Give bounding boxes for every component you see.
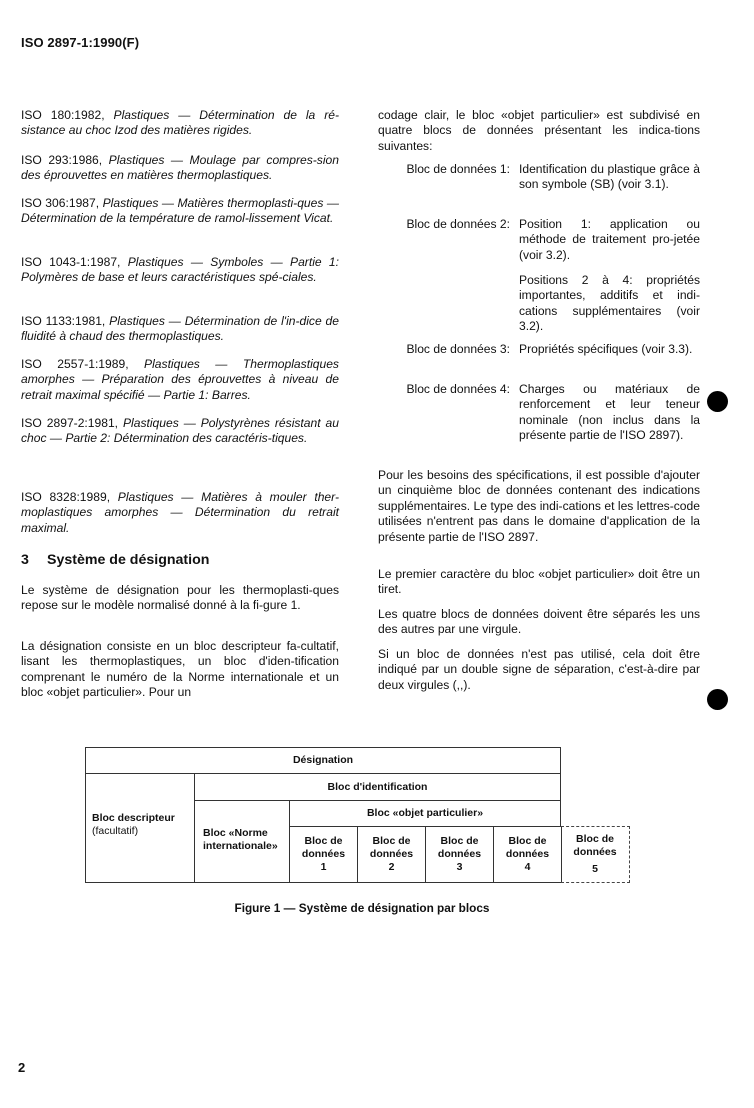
- reference-title: Plastiques — Détermination de l'in-dice de fluidité à chaud des thermoplastiques.: [21, 314, 339, 344]
- data-block-description: Propriétés spécifiques (voir 3.3).: [519, 342, 693, 356]
- data-block-label: Bloc de données 4:: [406, 382, 510, 396]
- reference-title: Plastiques — Symboles — Partie 1: Polymères de base et leurs caractéristiques spé-ciales.: [21, 255, 339, 285]
- reference-title: Plastiques — Matières à mouler ther-moplastiques amorphes — Détermination du retrait maximal.: [21, 490, 339, 535]
- reference-item: [21, 108, 339, 139]
- cell-label: Bloc de données: [437, 835, 482, 860]
- reference-title: Plastiques — Matières thermoplasti-ques — Détermination de la température de ramol-lissement Vicat.: [21, 196, 339, 226]
- section-title: Système de désignation: [47, 552, 210, 568]
- designation-cell: [85, 747, 561, 774]
- data-block-cell: [357, 826, 426, 883]
- reference-item: [21, 416, 339, 447]
- margin-dot-icon: [707, 391, 728, 412]
- cell-sublabel: (facultatif): [92, 825, 139, 837]
- reference-code: ISO 1043-1:1987,: [21, 255, 121, 269]
- paragraph: Pour les besoins des spécifications, il est possible d'ajouter un cinquième bloc de données contenant des indications supplémentaires. Le type des indi-cations et les lettres-code utilisées n'entrent pas dans le domaine d'application de la présente partie de l'ISO 2897.: [378, 468, 700, 544]
- section-number: 3: [21, 552, 29, 568]
- data-block-description: Positions 2 à 4: propriétés importantes, additifs et indi-cations supplémentaires (voir 3.2).: [519, 273, 700, 334]
- cell-number: 5: [592, 863, 598, 875]
- reference-title: Plastiques — Détermination de la ré-sistance au choc Izod des matières rigides.: [21, 108, 339, 138]
- margin-dot-icon: [707, 689, 728, 710]
- data-block-label: Bloc de données 3:: [406, 342, 510, 356]
- page-number: 2: [18, 1060, 26, 1075]
- document-id-header: ISO 2897-1:1990(F): [21, 35, 140, 50]
- cell-number: 3: [456, 861, 463, 873]
- data-block-cell: [289, 826, 358, 883]
- reference-item: [21, 255, 339, 286]
- reference-code: ISO 293:1986,: [21, 153, 103, 167]
- reference-title: Plastiques — Moulage par compres-sion des éprouvettes en matières thermoplastiques.: [21, 153, 339, 183]
- cell-number: 4: [524, 861, 531, 873]
- paragraph: codage clair, le bloc «objet particulier» est subdivisé en quatre blocs de données présentant les indica-tions suivantes:: [378, 108, 700, 153]
- cell-label: Bloc de données: [573, 833, 617, 858]
- reference-title: Plastiques — Polystyrènes résistant au choc — Partie 2: Détermination des caractéris-tiques.: [21, 416, 339, 446]
- data-block-description: Charges ou matériaux de renforcement et leur teneur nominale (non inclus dans la présente partie de l'ISO 2897).: [519, 382, 700, 443]
- bloc-objet-cell: [289, 800, 561, 827]
- cell-label: Bloc d'identification: [327, 780, 428, 793]
- paragraph: Si un bloc de données n'est pas utilisé, cela doit être indiqué par un double signe de séparation, c'est-à-dire par deux virgules (,,).: [378, 647, 700, 692]
- reference-code: ISO 2557-1:1989,: [21, 357, 129, 371]
- cell-label: Bloc «objet particulier»: [366, 807, 484, 819]
- data-block-cell: [425, 826, 494, 883]
- cell-label: Désignation: [292, 754, 354, 766]
- reference-code: ISO 8328:1989,: [21, 490, 111, 504]
- designation-block-diagram: [85, 747, 631, 883]
- cell-label: Bloc «Norme internationale»: [203, 827, 278, 852]
- cell-label: Bloc de données: [369, 835, 414, 860]
- cell-number: 2: [388, 861, 395, 873]
- paragraph: La désignation consiste en un bloc descripteur fa-cultatif, lisant les thermoplastiques, un bloc d'iden-tification comprenant le numéro de la Norme internationale et un bloc «objet particulier». Pour un: [21, 639, 339, 700]
- cell-label: Bloc descripteur: [92, 812, 175, 824]
- optional-data-block-cell: [561, 826, 630, 883]
- data-block-description: Position 1: application ou méthode de traitement pro-jetée (voir 3.2).: [519, 217, 700, 262]
- cell-label: Bloc de données: [505, 835, 550, 860]
- caption-text: Figure 1 — Système de désignation par blocs: [234, 901, 490, 915]
- reference-code: ISO 306:1987,: [21, 196, 100, 210]
- reference-code: ISO 2897-2:1981,: [21, 416, 119, 430]
- reference-item: [21, 314, 339, 345]
- reference-code: ISO 1133:1981,: [21, 314, 106, 328]
- reference-item: [21, 196, 339, 227]
- cell-number: 1: [320, 861, 327, 873]
- data-block-label: Bloc de données 1:: [406, 162, 510, 176]
- reference-item: [21, 153, 339, 184]
- bloc-identification-cell: [194, 773, 561, 801]
- data-block-label: Bloc de données 2:: [406, 217, 510, 231]
- bloc-descripteur-cell: [85, 773, 195, 883]
- data-block-description: Identification du plastique grâce à son symbole (SB) (voir 3.1).: [519, 162, 700, 192]
- data-block-cell: [493, 826, 562, 883]
- reference-code: ISO 180:1982,: [21, 108, 105, 122]
- paragraph: Les quatre blocs de données doivent être séparés les uns des autres par une virgule.: [378, 607, 700, 637]
- cell-label: Bloc de données: [301, 835, 346, 860]
- reference-title: Plastiques — Thermoplastiques amorphes — Préparation des éprouvettes à niveau de retrait maximal spécifié — Partie 1: Barres.: [21, 357, 339, 402]
- paragraph: Le premier caractère du bloc «objet particulier» doit être un tiret.: [378, 567, 700, 597]
- figure-caption: [0, 901, 754, 915]
- section-heading: [21, 553, 209, 568]
- reference-item: [21, 357, 339, 403]
- reference-item: [21, 490, 339, 536]
- bloc-norme-cell: [194, 800, 290, 883]
- paragraph: Le système de désignation pour les thermoplasti-ques repose sur le modèle normalisé donné à la fi-gure 1.: [21, 583, 339, 613]
